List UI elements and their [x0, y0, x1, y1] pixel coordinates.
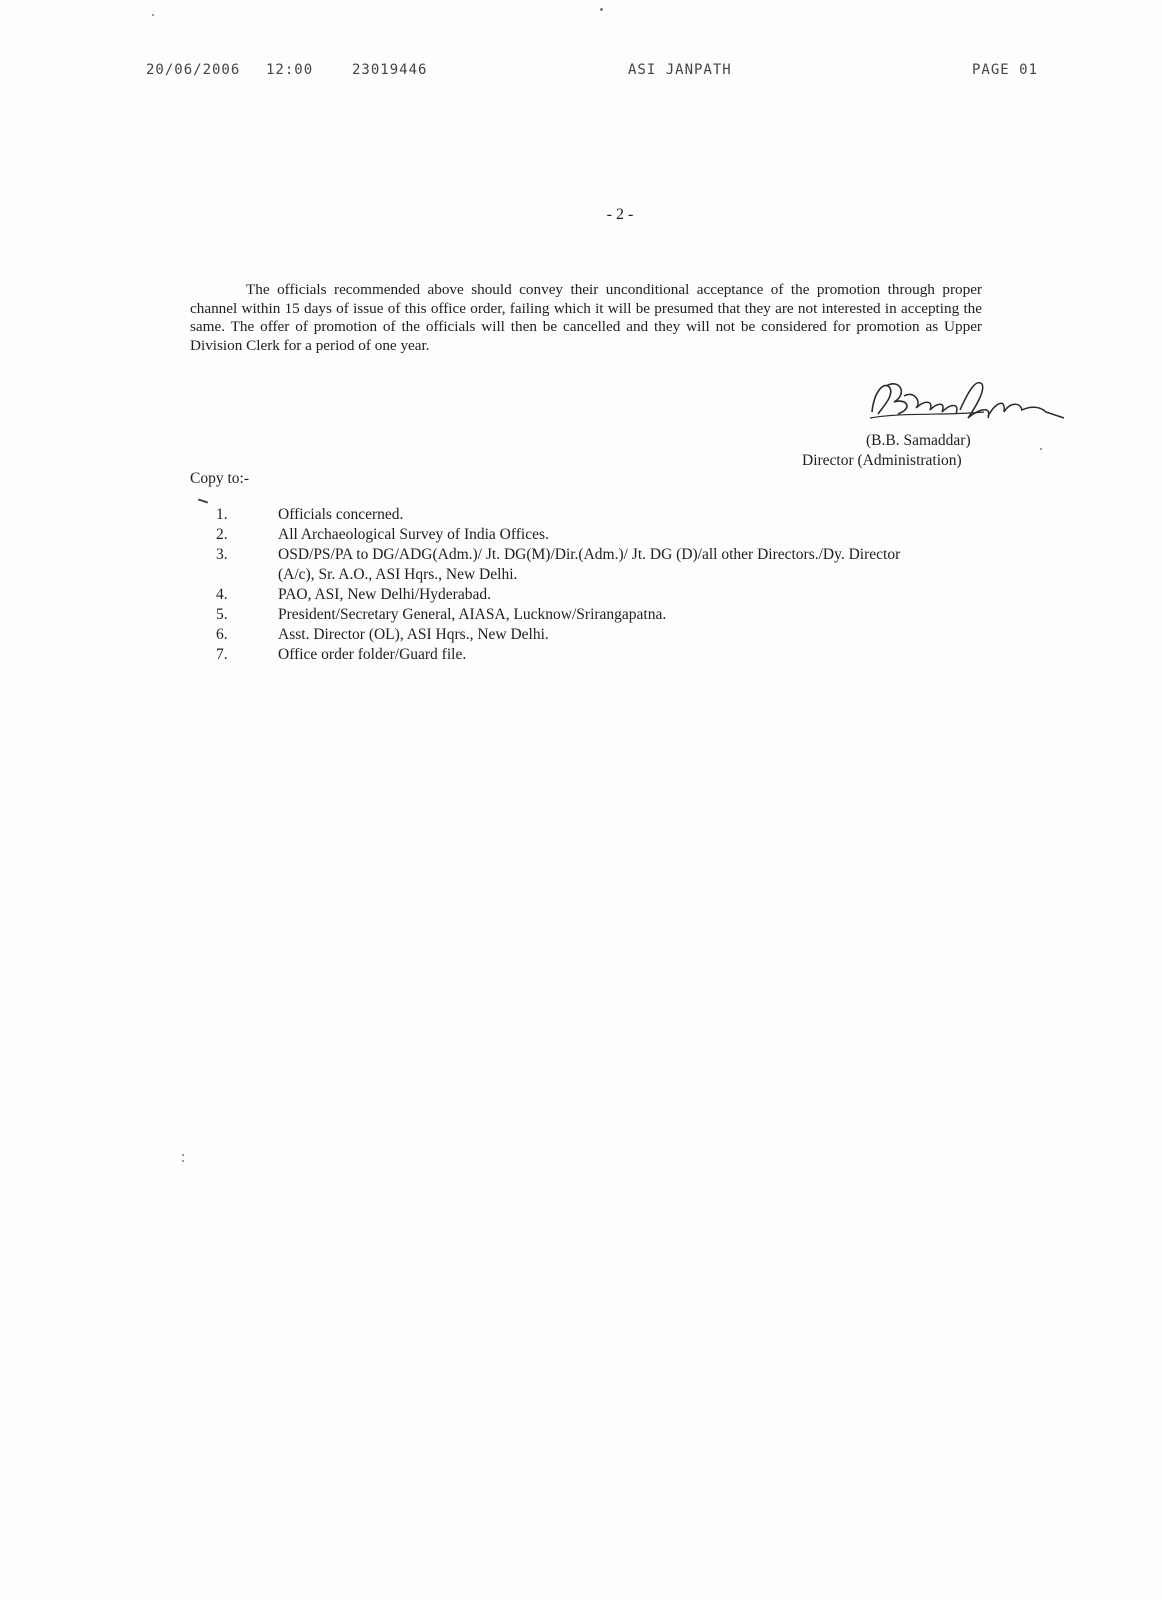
scan-speck: [182, 1154, 184, 1156]
fax-number: 23019446: [352, 62, 428, 78]
list-item-number: 6.: [216, 626, 228, 643]
tick-mark: [198, 499, 208, 504]
list-item: [0, 545, 1162, 585]
list-item: [0, 525, 1162, 545]
list-item-number: 3.: [216, 546, 228, 563]
fax-station: ASI JANPATH: [628, 62, 732, 78]
list-item-number: 4.: [216, 586, 228, 603]
body-paragraph: The officials recommended above should convey their unconditional acceptance of the promotion through proper channel within 15 days of issue of this office order, failing which it will be presumed that they are not interested in accepting the same. The offer of promotion of the officials will then be cancelled and they will not be considered for promotion as Upper Division Clerk for a period of one year.: [190, 281, 982, 354]
list-item-number: 1.: [216, 506, 228, 523]
copy-to-label: Copy to:-: [190, 470, 249, 487]
list-item: [0, 505, 1162, 525]
scan-speck: [152, 14, 154, 16]
list-item-number: 5.: [216, 606, 228, 623]
scan-speck: [1040, 448, 1042, 450]
signatory-designation: Director (Administration): [802, 452, 962, 469]
list-item-text: OSD/PS/PA to DG/ADG(Adm.)/ Jt. DG(M)/Dir.(Adm.)/ Jt. DG (D)/all other Directors./Dy. Director (A/c), Sr. A.O., ASI Hqrs., New Delhi.: [278, 546, 901, 583]
list-item-text: President/Secretary General, AIASA, Lucknow/Srirangapatna.: [278, 606, 667, 623]
copy-to-list: [0, 505, 1162, 665]
scan-speck: [182, 1160, 184, 1162]
signatory-name: (B.B. Samaddar): [866, 432, 971, 449]
list-item: [0, 625, 1162, 645]
fax-page: PAGE 01: [972, 62, 1039, 78]
list-item-text: All Archaeological Survey of India Offices.: [278, 526, 549, 543]
list-item: [0, 585, 1162, 605]
list-item-number: 2.: [216, 526, 228, 543]
list-item-text: Officials concerned.: [278, 506, 404, 523]
list-item: [0, 605, 1162, 625]
list-item-text: Asst. Director (OL), ASI Hqrs., New Delhi.: [278, 626, 549, 643]
fax-time: 12:00: [266, 62, 314, 78]
page-number: - 2 -: [606, 206, 634, 223]
fax-header: [0, 62, 1162, 86]
list-item-text: Office order folder/Guard file.: [278, 646, 467, 663]
scan-speck: [600, 8, 603, 11]
list-item-text: PAO, ASI, New Delhi/Hyderabad.: [278, 586, 491, 603]
list-item: [0, 645, 1162, 665]
fax-date: 20/06/2006: [146, 62, 241, 78]
list-item-number: 7.: [216, 646, 228, 663]
